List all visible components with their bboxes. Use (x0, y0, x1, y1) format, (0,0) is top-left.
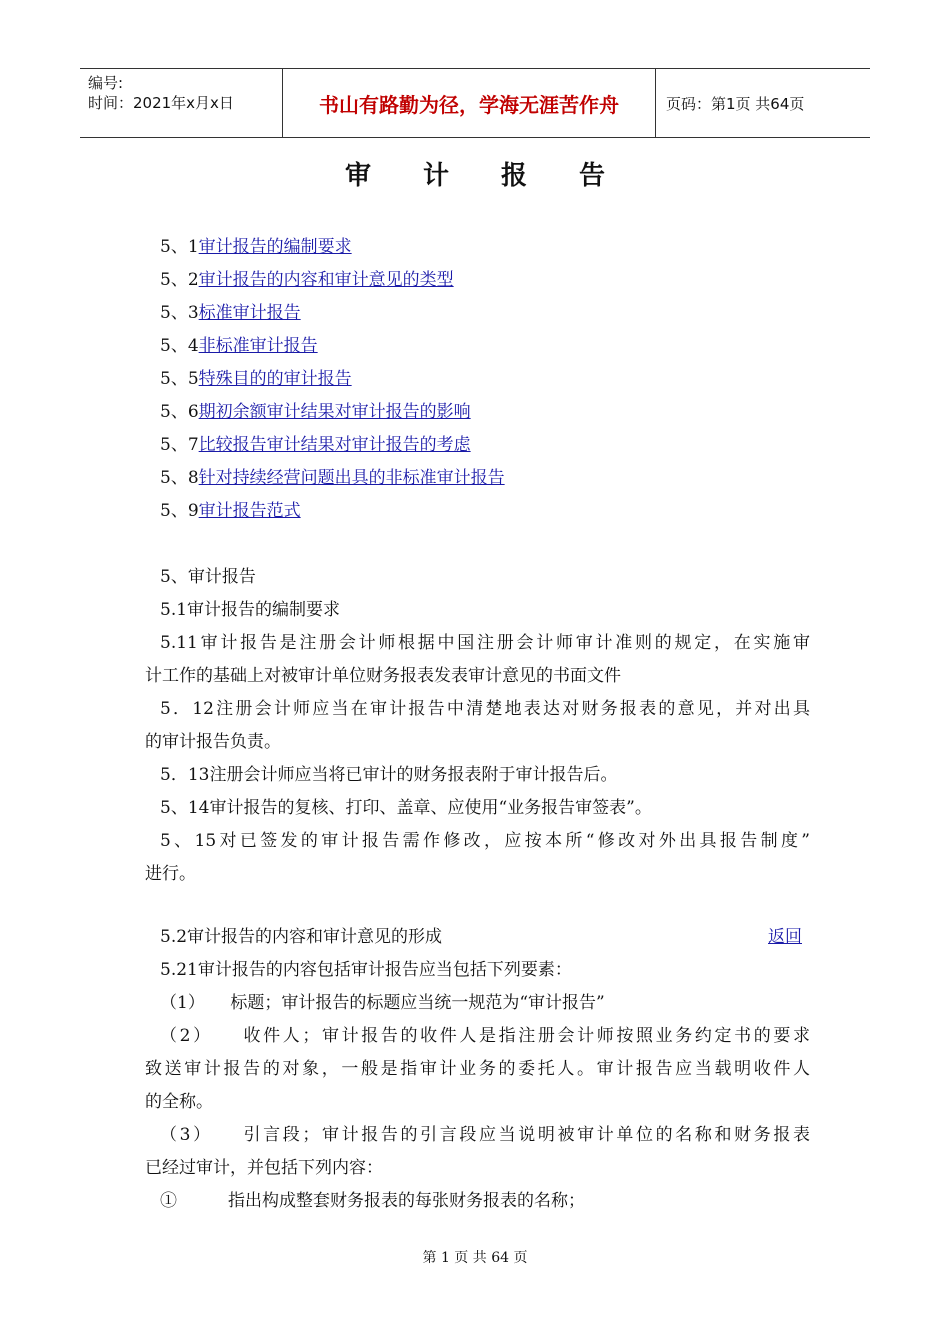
toc-item (160, 366, 505, 399)
paragraph-line: 5．12注册会计师应当在审计报告中清楚地表达对财务报表的意见，并对出具 (160, 699, 810, 719)
paragraph-line: 计工作的基础上对被审计单位财务报表发表审计意见的书面文件 (145, 666, 621, 686)
document-number-label: 编号: (88, 74, 124, 92)
toc-link[interactable]: 针对持续经营问题出具的非标准审计报告 (198, 468, 505, 488)
paragraph-line: 致送审计报告的对象，一般是指审计业务的委托人。审计报告应当载明收件人 (145, 1059, 810, 1079)
toc-number: 5、7 (160, 435, 199, 455)
list-item: （3） 引言段；审计报告的引言段应当说明被审计单位的名称和财务报表 (160, 1125, 810, 1145)
toc-link[interactable]: 审计报告的内容和审计意见的类型 (198, 270, 454, 290)
toc-number: 5、9 (160, 501, 199, 521)
toc-item (160, 333, 505, 366)
list-item: （2） 收件人；审计报告的收件人是指注册会计师按照业务约定书的要求 (160, 1026, 810, 1046)
list-item: ① 指出构成整套财务报表的每张财务报表的名称； (160, 1191, 585, 1211)
section-heading: 5.2审计报告的内容和审计意见的形成 (160, 927, 443, 947)
section-2 (145, 924, 810, 1221)
paragraph-line: 已经过审计，并包括下列内容： (145, 1158, 383, 1178)
toc-item (160, 432, 505, 465)
toc-link[interactable]: 比较报告审计结果对审计报告的考虑 (198, 435, 471, 455)
subsection-heading: 5.1审计报告的编制要求 (160, 600, 341, 620)
toc-item (160, 267, 505, 300)
paragraph-line: 的全称。 (145, 1092, 213, 1112)
section-heading-row (145, 924, 810, 957)
paragraph-line: 进行。 (145, 864, 196, 884)
paragraph-line: 5．13注册会计师应当将已审计的财务报表附于审计报告后。 (160, 765, 618, 785)
toc-number: 5、6 (160, 402, 199, 422)
toc-link[interactable]: 审计报告范式 (198, 501, 301, 521)
toc-link[interactable]: 非标准审计报告 (198, 336, 318, 356)
header-page-label: 页码：第1页 共64页 (666, 94, 805, 113)
toc-link[interactable]: 期初余额审计结果对审计报告的影响 (198, 402, 471, 422)
paragraph-line: 5.11审计报告是注册会计师根据中国注册会计师审计准则的规定，在实施审 (160, 633, 810, 653)
table-of-contents (160, 234, 505, 531)
toc-item (160, 399, 505, 432)
list-item: （1） 标题；审计报告的标题应当统一规范为“审计报告” (160, 993, 605, 1013)
paragraph-line: 的审计报告负责。 (145, 732, 281, 752)
header-motto: 书山有路勤为径，学海无涯苦作舟 (282, 69, 656, 137)
toc-number: 5、2 (160, 270, 199, 290)
toc-number: 5、5 (160, 369, 199, 389)
section-1 (145, 564, 810, 894)
paragraph-line: 5.21审计报告的内容包括审计报告应当包括下列要素： (160, 960, 572, 980)
toc-link[interactable]: 特殊目的的审计报告 (198, 369, 352, 389)
toc-item (160, 234, 505, 267)
paragraph-line: 5、15对已签发的审计报告需作修改，应按本所“修改对外出具报告制度” (160, 831, 810, 851)
toc-link[interactable]: 标准审计报告 (198, 303, 301, 323)
section-heading: 5、审计报告 (160, 567, 256, 587)
header-meta (80, 69, 282, 137)
document-time-label: 时间：2021年x月x日 (88, 94, 234, 112)
paragraph-line: 5、14审计报告的复核、打印、盖章、应使用“业务报告审签表”。 (160, 798, 652, 818)
page-footer: 第 1 页 共 64 页 (422, 1250, 528, 1266)
toc-link[interactable]: 审计报告的编制要求 (198, 237, 352, 257)
toc-item (160, 300, 505, 333)
toc-item (160, 465, 505, 498)
toc-number: 5、3 (160, 303, 199, 323)
toc-number: 5、8 (160, 468, 199, 488)
toc-number: 5、4 (160, 336, 199, 356)
page-header (80, 68, 870, 138)
document-title: 审计报告 (344, 161, 657, 191)
return-link[interactable]: 返回 (768, 927, 802, 947)
toc-item (160, 498, 505, 531)
toc-number: 5、1 (160, 237, 199, 257)
